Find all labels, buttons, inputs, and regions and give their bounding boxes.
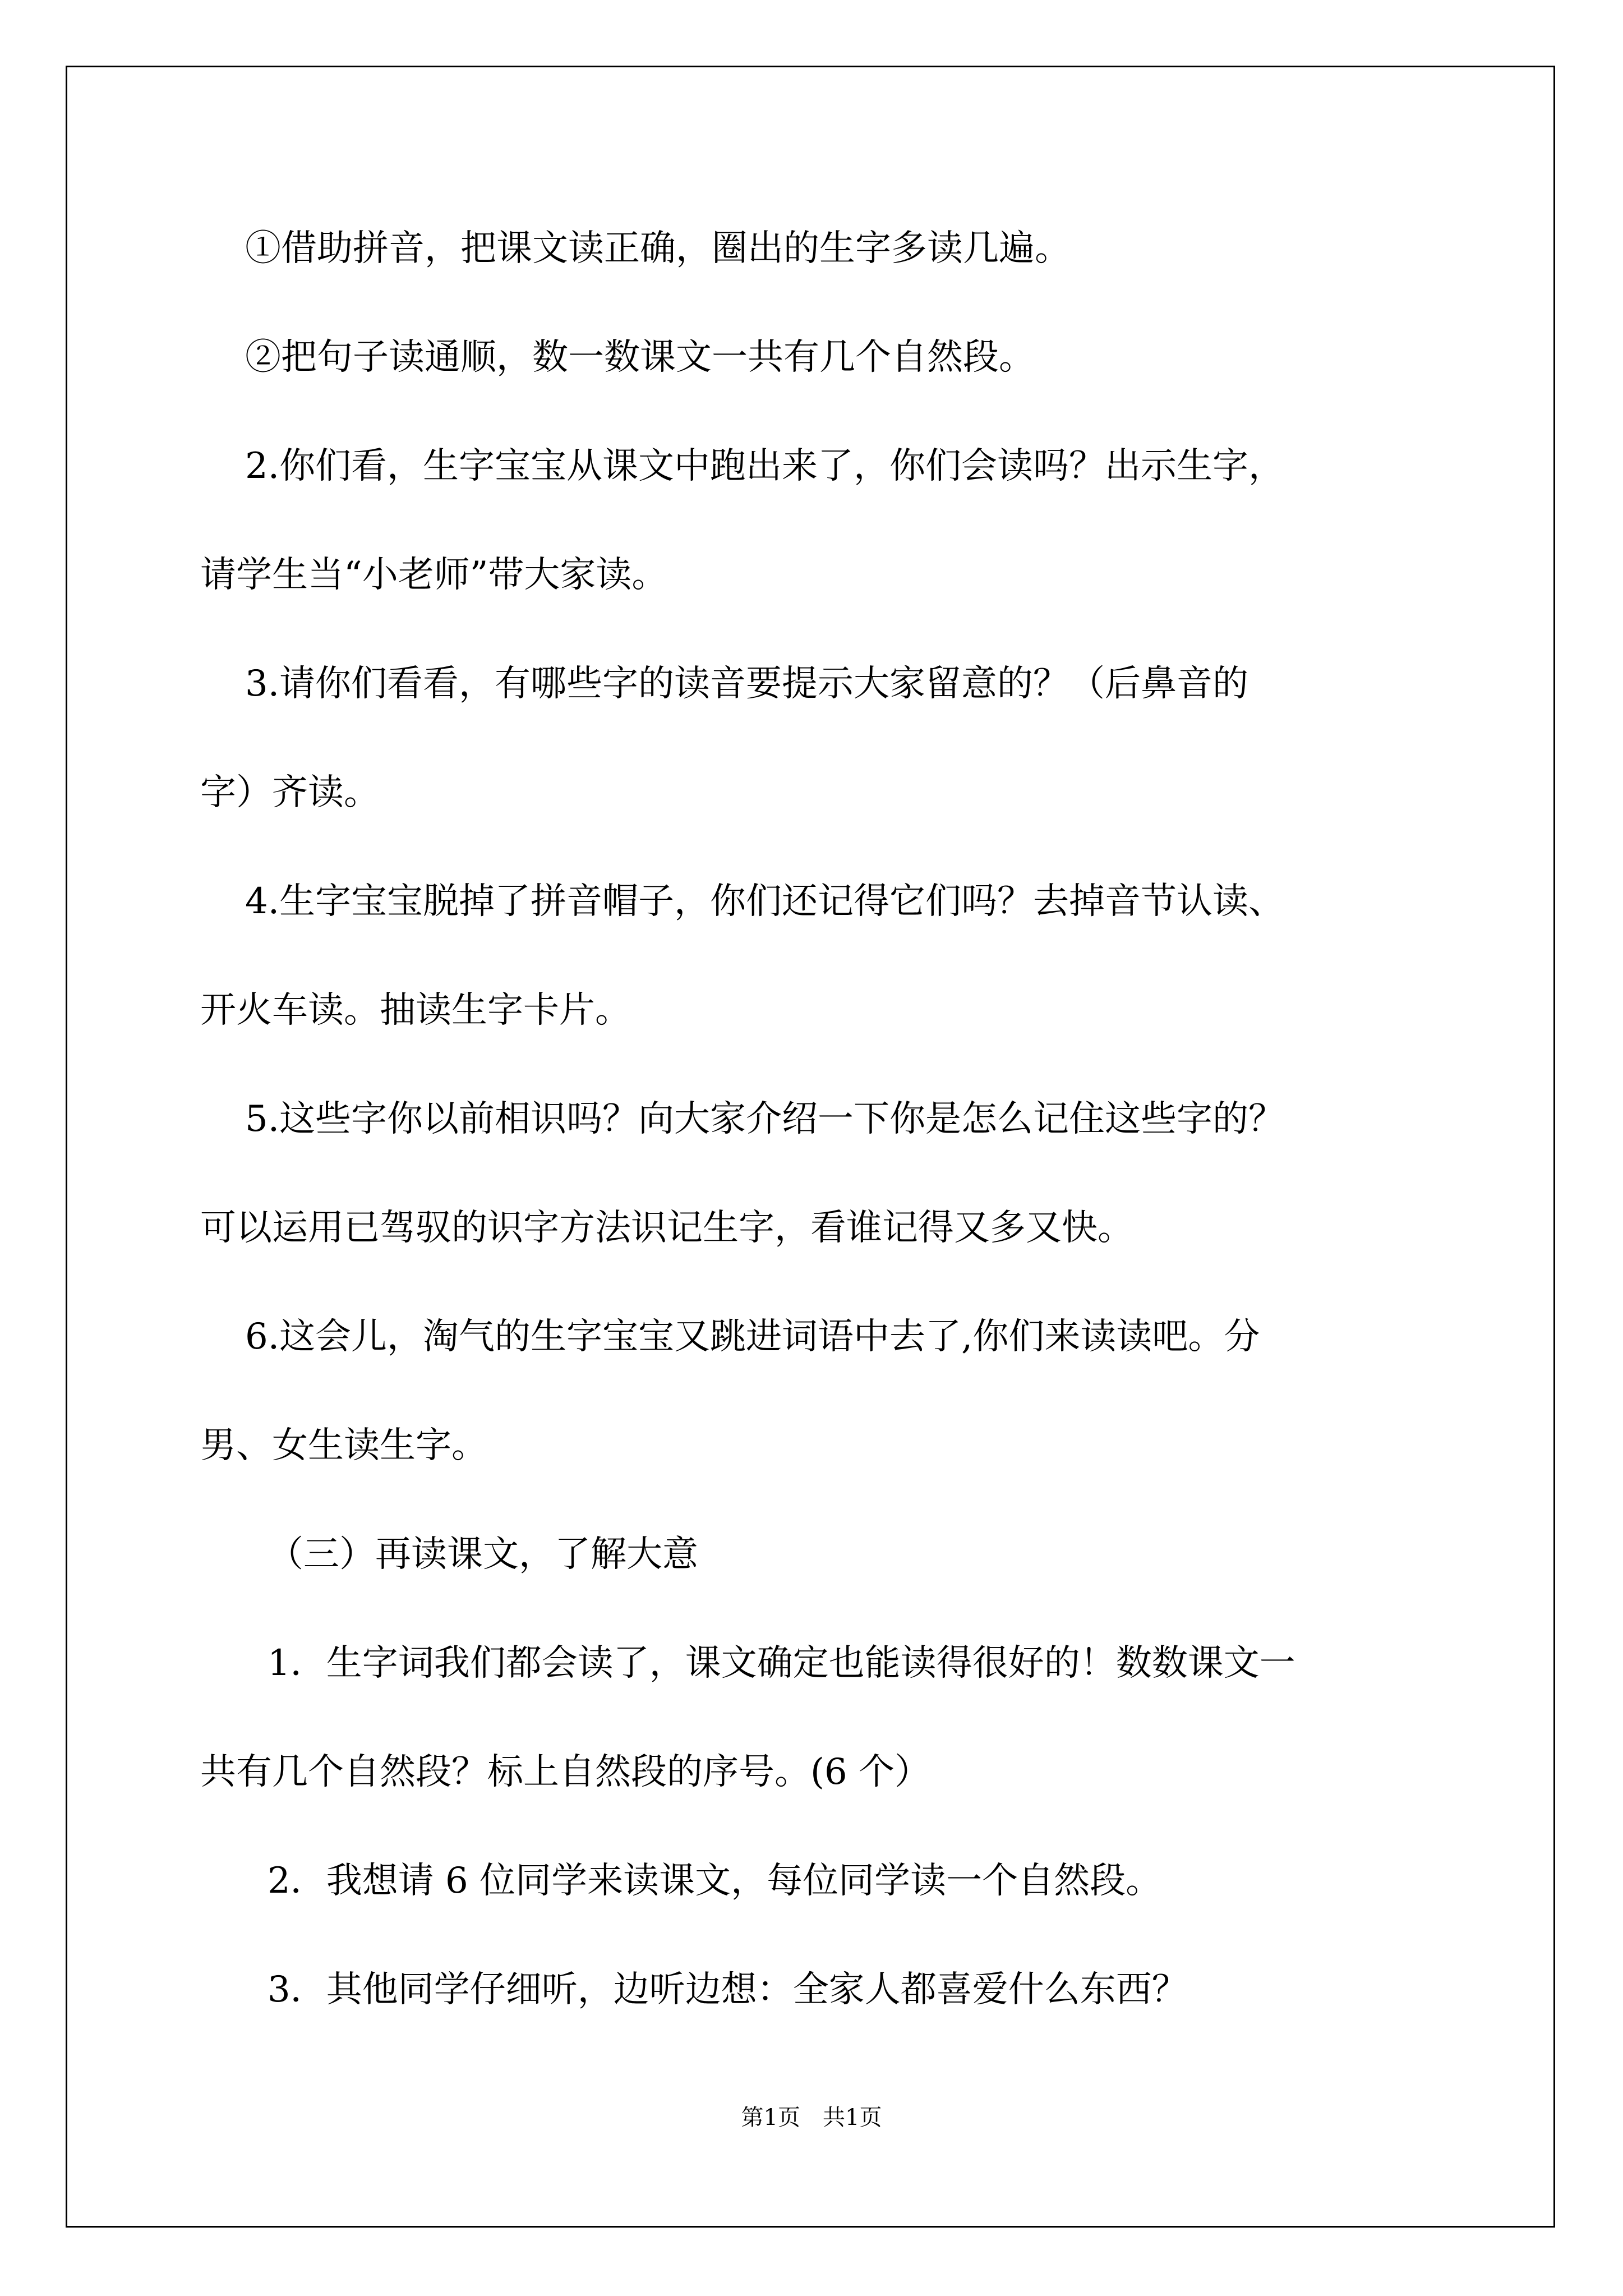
text-line-14: 1．生字词我们都会读了，课文确定也能读得很好的！数数课文一 [268, 1642, 1295, 1684]
text-line-8: 开火车读。抽读生字卡片。 [200, 990, 631, 1031]
page-footer: 第1页 共1页 [741, 2105, 882, 2131]
text-line-9: 5.这些字你以前相识吗？向大家介绍一下你是怎么记住这些字的？ [245, 1098, 1285, 1140]
section-heading: （三）再读课文，了解大意 [268, 1534, 698, 1575]
text-line-4: 请学生当“小老师”带大家读。 [200, 554, 668, 596]
text-line-3: 2.你们看，生字宝宝从课文中跑出来了，你们会读吗？出示生字， [245, 445, 1285, 487]
text-line-1: ①借助拼音，把课文读正确，圈出的生字多读几遍。 [245, 228, 1071, 269]
text-line-2: ②把句子读通顺，数一数课文一共有几个自然段。 [245, 337, 1035, 378]
text-line-11: 6.这会儿，淘气的生字宝宝又跳进词语中去了,你们来读读吧。分 [245, 1316, 1260, 1358]
text-line-6: 字）齐读。 [200, 772, 380, 813]
text-line-10: 可以运用已驾驭的识字方法识记生字，看谁记得又多又快。 [200, 1207, 1133, 1249]
text-line-5: 3.请你们看看，有哪些字的读音要提示大家留意的？（后鼻音的 [245, 663, 1249, 705]
text-line-12: 男、女生读生字。 [200, 1425, 487, 1466]
text-line-15: 共有几个自然段？标上自然段的序号。(6 个） [200, 1751, 931, 1793]
text-line-16: 2．我想请 6 位同学来读课文，每位同学读一个自然段。 [268, 1860, 1162, 1902]
text-line-7: 4.生字宝宝脱掉了拼音帽子，你们还记得它们吗？去掉音节认读、 [245, 881, 1285, 922]
text-line-17: 3．其他同学仔细听，边听边想：全家人都喜爱什么东西？ [268, 1969, 1188, 2010]
